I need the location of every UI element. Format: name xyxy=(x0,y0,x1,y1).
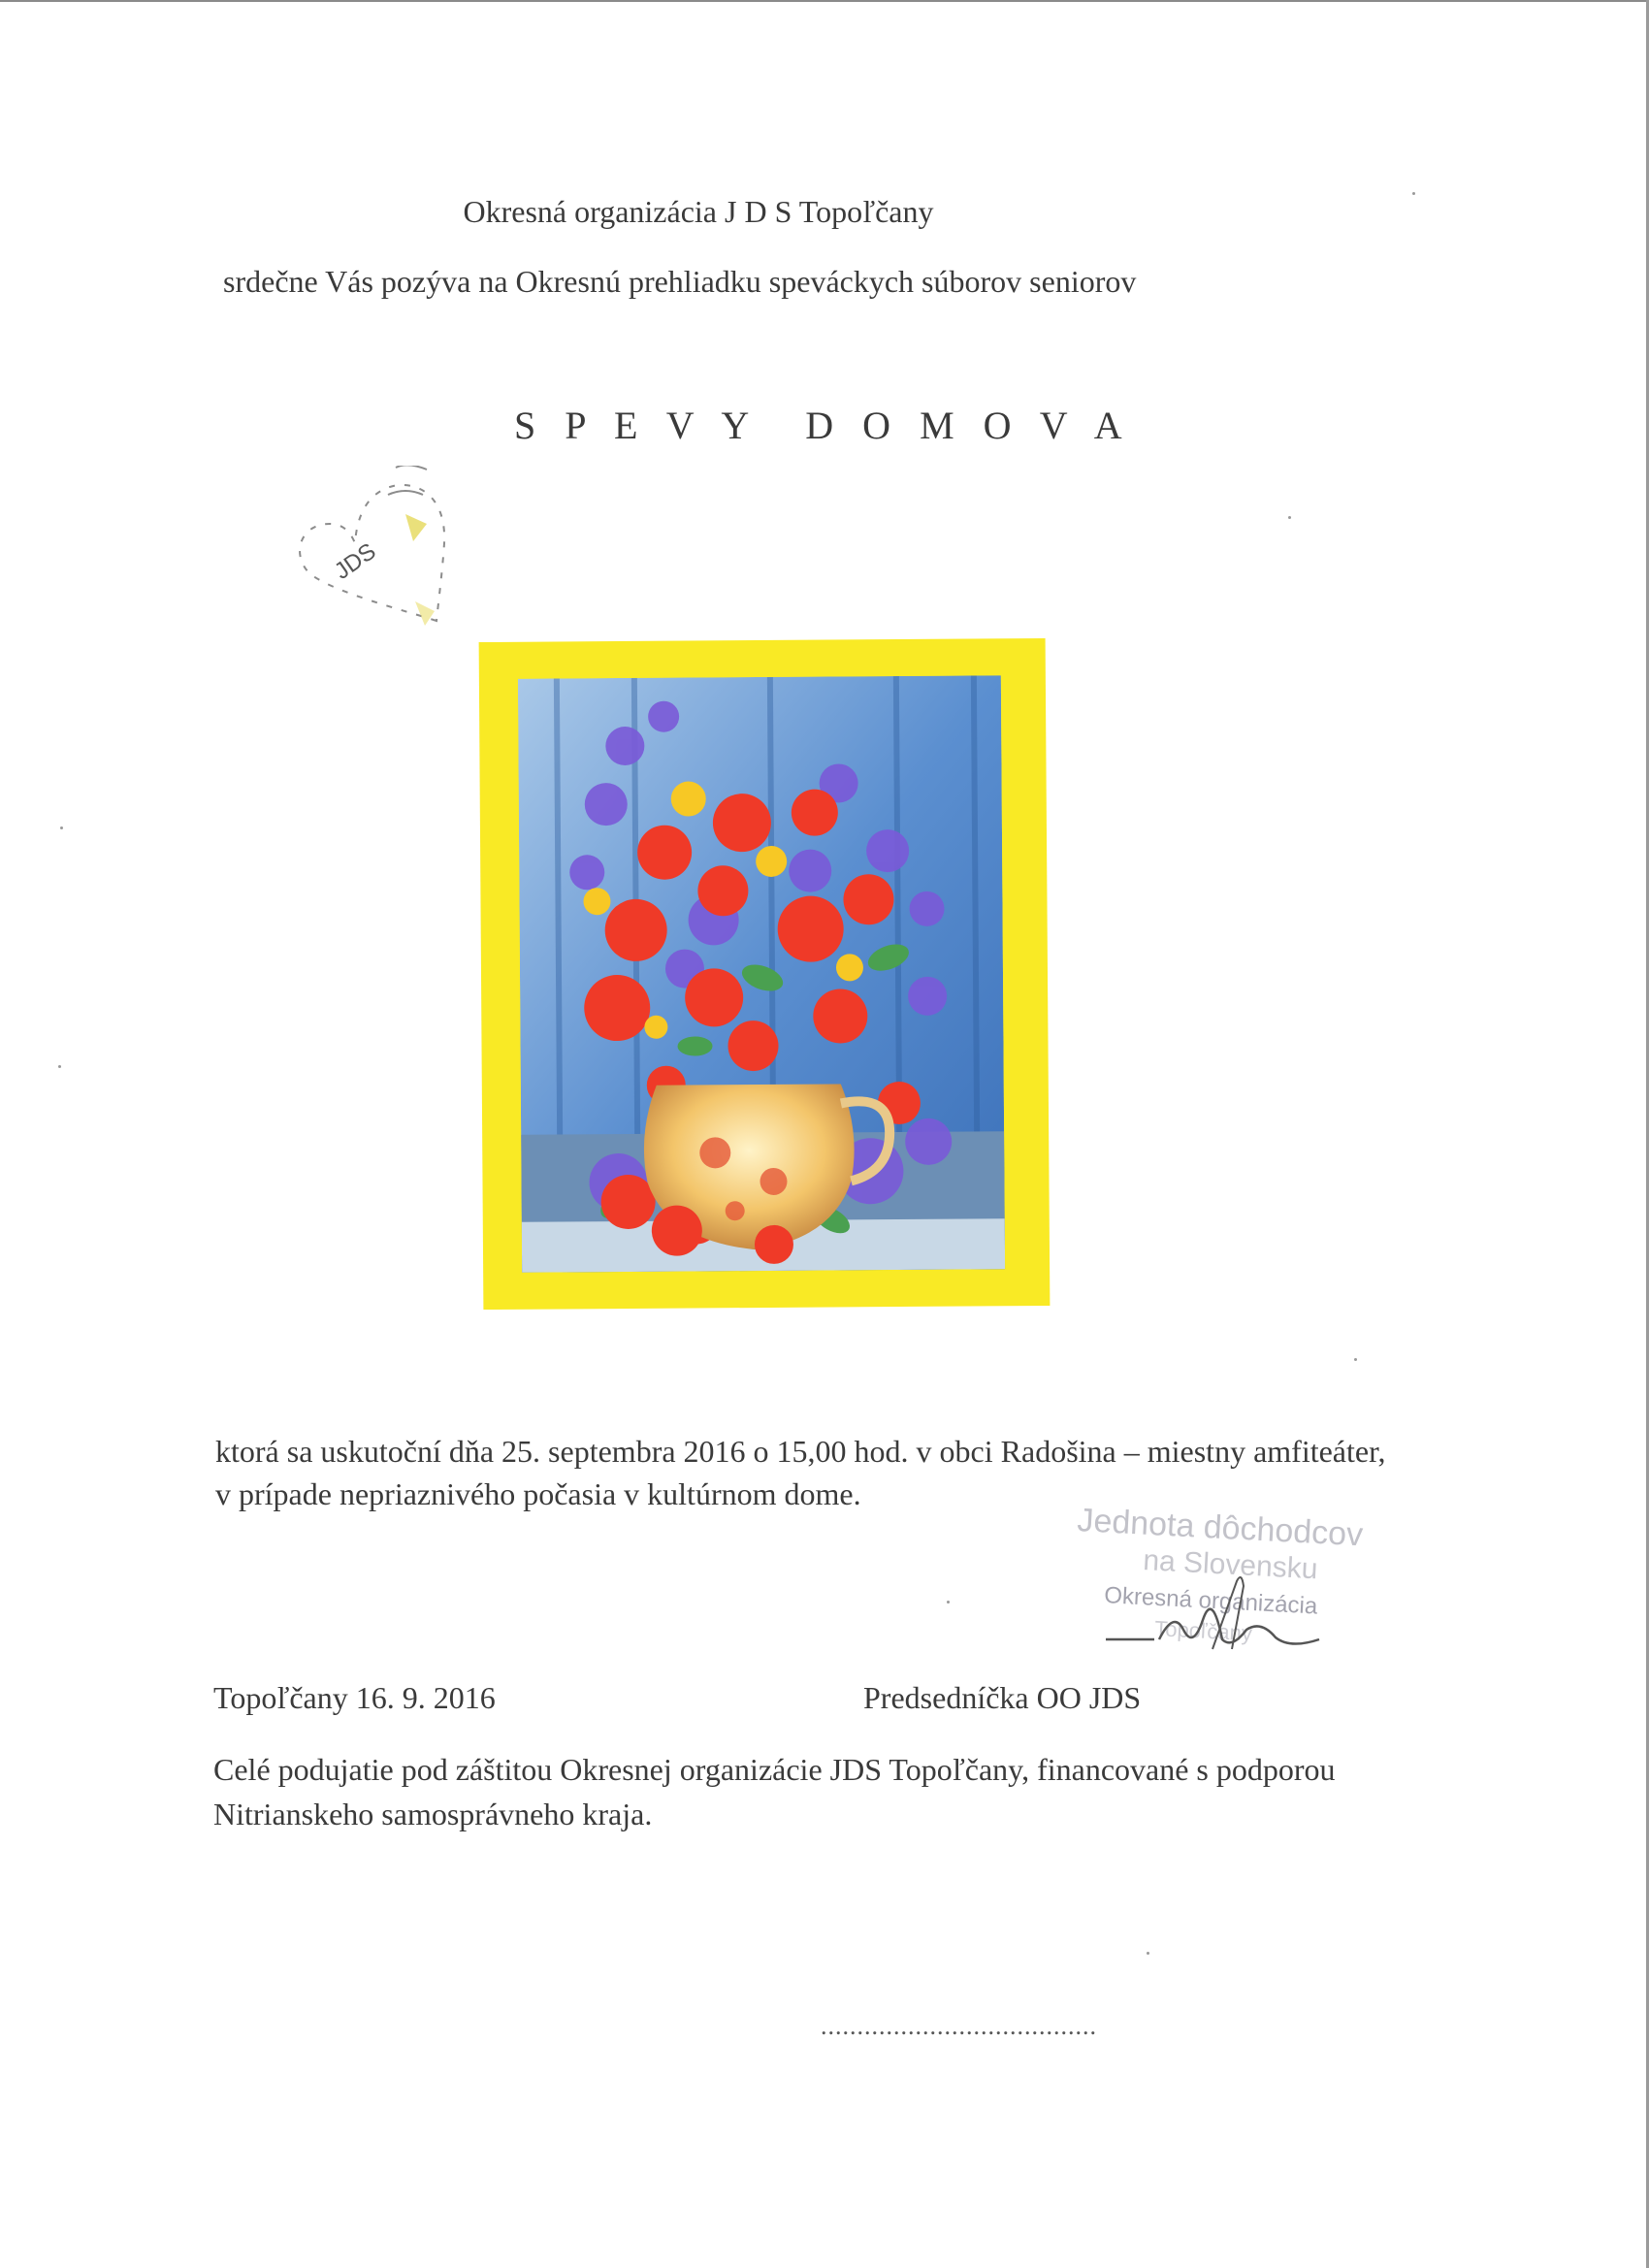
stamp-line-4: Topoľčany xyxy=(1153,1616,1253,1646)
logo-text: JDS xyxy=(329,537,381,585)
stamp-line-2: na Slovensku xyxy=(1142,1544,1319,1586)
scan-edge-top xyxy=(0,0,1649,2)
scan-speck xyxy=(947,1601,950,1604)
title-word-2: D O M O V A xyxy=(805,404,1132,447)
photo-frame xyxy=(479,638,1051,1310)
title-word-1: S P E V Y xyxy=(514,404,760,447)
heart-logo-icon xyxy=(291,466,466,650)
stamp-line-3: Okresná organizácia xyxy=(1103,1582,1318,1620)
scan-speck xyxy=(1412,192,1415,195)
event-details-line-1: ktorá sa uskutoční dňa 25. septembra 2016 o 15,00 hod. v obci Radošina – miestny amfiteáter, xyxy=(215,1434,1386,1469)
event-title xyxy=(514,403,1132,448)
place-date: Topoľčany 16. 9. 2016 xyxy=(213,1680,496,1715)
sponsorship-note-line-1: Celé podujatie pod záštitou Okresnej organizácie JDS Topoľčany, financované s podporou xyxy=(213,1752,1336,1787)
scan-speck xyxy=(1288,516,1291,519)
invitation-line: srdečne Vás pozýva na Okresnú prehliadku speváckych súborov seniorov xyxy=(223,264,1137,299)
signatory-role: Predsedníčka OO JDS xyxy=(863,1680,1142,1715)
signature-dotted-line: ...................................... xyxy=(821,2012,1097,2040)
scan-speck xyxy=(58,1065,61,1068)
stamp-line-1: Jednota dôchodcov xyxy=(1076,1502,1365,1554)
scan-speck xyxy=(1354,1358,1357,1361)
scan-speck xyxy=(60,826,63,829)
event-details-line-2: v prípade nepriaznivého počasia v kultúrnom dome. xyxy=(215,1476,861,1511)
flower-vase-photo xyxy=(518,675,1005,1272)
scan-speck xyxy=(1147,1952,1149,1955)
organization-line: Okresná organizácia J D S Topoľčany xyxy=(463,194,934,229)
sponsorship-note-line-2: Nitrianskeho samosprávneho kraja. xyxy=(213,1797,653,1831)
organization-stamp xyxy=(1067,1494,1436,1669)
